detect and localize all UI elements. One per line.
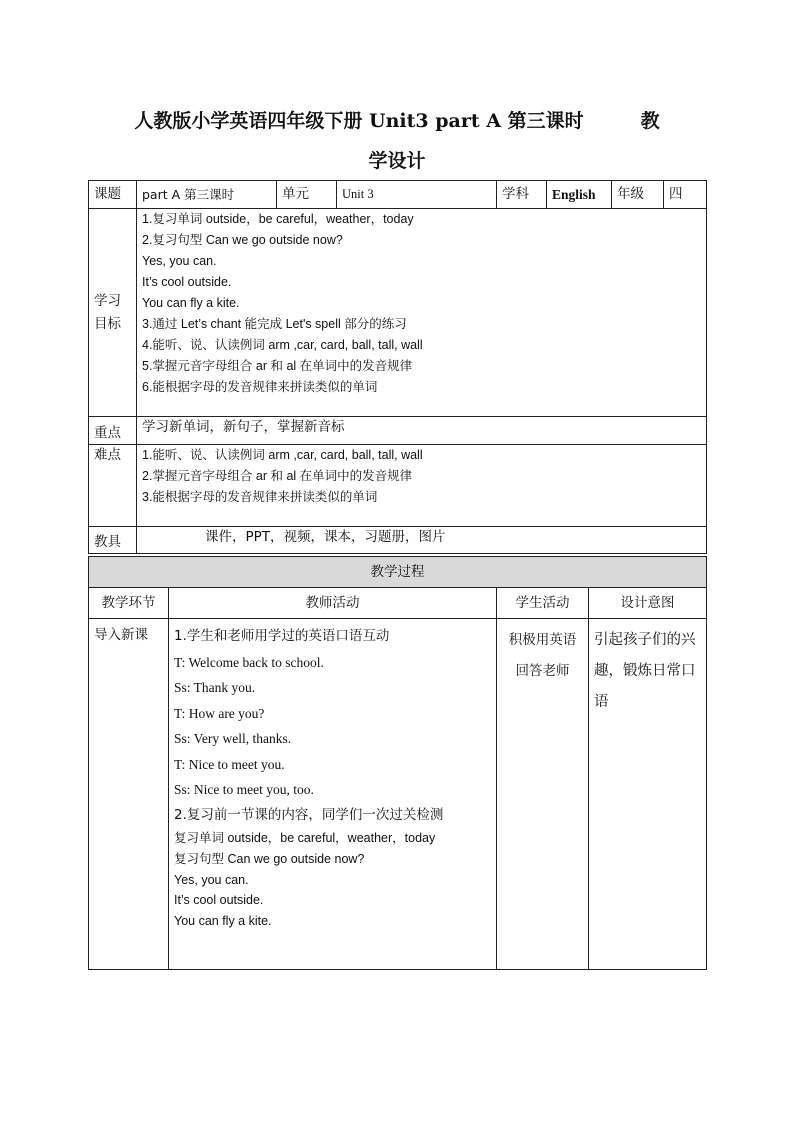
difficulty-line: 2.掌握元音字母组合 ar 和 al 在单词中的发音规律 (142, 469, 413, 483)
design-line: 引起孩子们的兴 (594, 632, 696, 648)
teacher-line: T: Nice to meet you. (174, 756, 285, 772)
teacher-line: T: How are you? (174, 705, 265, 721)
unit-value: Unit 3 (337, 181, 497, 209)
grade-value: 四 (664, 181, 707, 209)
objective-line: It’s cool outside. (142, 275, 232, 289)
teacher-line: 复习句型 Can we go outside now? (174, 851, 365, 866)
objective-line: Yes, you can. (142, 254, 217, 268)
col-student-header: 学生活动 (497, 588, 589, 619)
teacher-line: Ss: Thank you. (174, 680, 256, 695)
objectives-label: 学习 目标 (89, 209, 137, 417)
unit-label: 单元 (277, 181, 337, 209)
key-points-label: 重点 (89, 417, 137, 445)
col-teacher-header: 教师活动 (169, 588, 497, 619)
teacher-line: 2.复习前一节课的内容，同学们一次过关检测 (174, 806, 444, 823)
student-line: 回答老师 (515, 663, 570, 679)
teacher-line: It’s cool outside. (174, 893, 264, 908)
objective-line: 3.通过 Let’s chant 能完成 Let's spell 部分的练习 (142, 317, 407, 331)
teacher-line: 1.学生和老师用学过的英语口语互动 (174, 628, 390, 644)
teacher-line: 复习单词 outside，be careful，weather，today (174, 831, 436, 845)
lesson-info-table (88, 180, 707, 554)
document-title-line1: 人教版小学英语四年级下册 Unit3 part A 第三课时 教 (134, 110, 660, 132)
student-activity-cell (497, 619, 589, 970)
objective-line: 2.复习句型 Can we go outside now? (142, 233, 343, 247)
objectives-content (137, 209, 707, 417)
student-line: 积极用英语 (508, 632, 577, 648)
design-intent-cell (589, 619, 707, 970)
objective-line: 1.复习单词 outside，be careful，weather，today (142, 212, 414, 226)
col-stage-header: 教学环节 (89, 588, 169, 619)
difficulties-label: 难点 (89, 445, 137, 527)
objective-line: 4.能听、说、认读例词 arm ,car, card, ball, tall, wall (142, 338, 423, 352)
col-design-header: 设计意图 (589, 588, 707, 619)
key-points-text: 学习新单词，新句子，掌握新音标 (137, 417, 707, 445)
design-line: 语 (594, 694, 609, 710)
objective-line: You can fly a kite. (142, 296, 240, 310)
grade-label: 年级 (612, 181, 664, 209)
difficulty-line: 3.能根据字母的发音规律来拼读类似的单词 (142, 490, 378, 504)
objective-line: 5.掌握元音字母组合 ar 和 al 在单词中的发音规律 (142, 359, 413, 373)
subject-value: English (547, 181, 612, 209)
teacher-line: Ss: Very well, thanks. (174, 731, 292, 746)
document-title-line2: 学设计 (368, 150, 426, 172)
materials-text: 课件，PPT，视频，课本，习题册，图片 (137, 527, 707, 554)
teacher-line: Ss: Nice to meet you, too. (174, 782, 314, 797)
materials-label: 教具 (89, 527, 137, 554)
teacher-line: You can fly a kite. (174, 914, 272, 929)
teaching-process-table (88, 556, 707, 970)
objective-line: 6.能根据字母的发音规律来拼读类似的单词 (142, 380, 378, 394)
difficulties-content (137, 445, 707, 527)
process-header: 教学过程 (89, 557, 707, 588)
lesson-label: 课题 (89, 181, 137, 209)
teacher-line: Yes, you can. (174, 872, 249, 887)
teacher-activity-cell (169, 619, 497, 970)
teacher-line: T: Welcome back to school. (174, 654, 324, 670)
design-line: 趣，锻炼日常口 (594, 663, 696, 679)
subject-label: 学科 (497, 181, 547, 209)
lesson-value: part A 第三课时 (137, 181, 277, 209)
stage-cell: 导入新课 (89, 619, 169, 970)
difficulty-line: 1.能听、说、认读例词 arm ,car, card, ball, tall, wall (142, 448, 423, 462)
